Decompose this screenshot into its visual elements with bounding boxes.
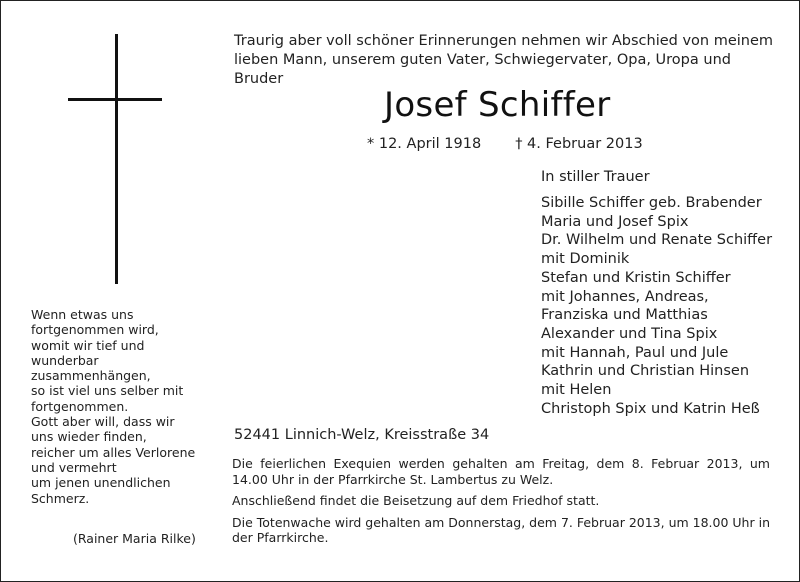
poem-line: wunderbar bbox=[31, 352, 99, 368]
poem-line: fortgenommen. bbox=[31, 398, 129, 414]
mourner-line: mit Dominik bbox=[541, 251, 630, 268]
mourner-line: Christoph Spix und Katrin Heß bbox=[541, 400, 760, 417]
cross-icon-bar bbox=[68, 98, 162, 101]
intro-text bbox=[234, 32, 774, 89]
poem-line: und vermehrt bbox=[31, 459, 117, 475]
burial-text: Anschließend findet die Beisetzung auf dem Friedhof statt. bbox=[232, 493, 600, 509]
poem-line: Wenn etwas uns bbox=[31, 307, 134, 322]
birth-date: * 12. April 1918 bbox=[367, 136, 482, 152]
cross-icon bbox=[115, 34, 118, 284]
mourner-line: Kathrin und Christian Hinsen bbox=[541, 363, 750, 380]
service-info bbox=[232, 456, 770, 552]
death-date: † 4. Februar 2013 bbox=[515, 136, 643, 152]
exequien-text: Die feierlichen Exequien werden gehalten am Freitag, dem 8. Februar 2013, um 14.00 Uhr in der Pfarrkirche St. Lambertus zu Welz. bbox=[232, 456, 770, 487]
poem-line: Gott aber will, dass wir bbox=[31, 414, 175, 430]
address: 52441 Linnich-Welz, Kreisstraße 34 bbox=[234, 427, 490, 443]
deceased-name: Josef Schiffer bbox=[384, 85, 611, 125]
poem-line: fortgenommen wird, bbox=[31, 322, 159, 338]
mourner-line: Sibille Schiffer geb. Brabender bbox=[541, 195, 762, 211]
poem-line: reicher um alles Verlorene bbox=[31, 444, 196, 460]
poem-line: womit wir tief und bbox=[31, 337, 145, 353]
mourners-list bbox=[541, 194, 791, 418]
mourner-line: Alexander und Tina Spix bbox=[541, 325, 718, 342]
poem bbox=[31, 307, 201, 506]
mourner-line: mit Johannes, Andreas, bbox=[541, 288, 709, 305]
poem-line: so ist viel uns selber mit bbox=[31, 383, 184, 399]
intro-line-2: lieben Mann, unserem guten Vater, Schwiegervater, Opa, Uropa und Bruder bbox=[234, 52, 731, 87]
mourner-line: Maria und Josef Spix bbox=[541, 213, 689, 230]
mourner-line: Dr. Wilhelm und Renate Schiffer bbox=[541, 232, 773, 249]
poem-line: uns wieder finden, bbox=[31, 429, 147, 445]
mourner-line: Stefan und Kristin Schiffer bbox=[541, 269, 731, 286]
life-dates bbox=[367, 135, 643, 153]
intro-line-1: Traurig aber voll schöner Erinnerungen nehmen wir Abschied von meinem bbox=[234, 33, 774, 49]
mourning-heading: In stiller Trauer bbox=[541, 169, 650, 185]
mourner-line: mit Hannah, Paul und Jule bbox=[541, 344, 729, 361]
wake-text: Die Totenwache wird gehalten am Donnerstag, dem 7. Februar 2013, um 18.00 Uhr in der Pfarrkirche. bbox=[232, 514, 770, 546]
poem-line: Schmerz. bbox=[31, 490, 90, 506]
poem-line: um jenen unendlichen bbox=[31, 475, 171, 491]
poem-author: (Rainer Maria Rilke) bbox=[73, 531, 196, 546]
poem-line: zusammenhängen, bbox=[31, 368, 151, 384]
mourner-line: Franziska und Matthias bbox=[541, 307, 708, 324]
mourner-line: mit Helen bbox=[541, 382, 612, 399]
